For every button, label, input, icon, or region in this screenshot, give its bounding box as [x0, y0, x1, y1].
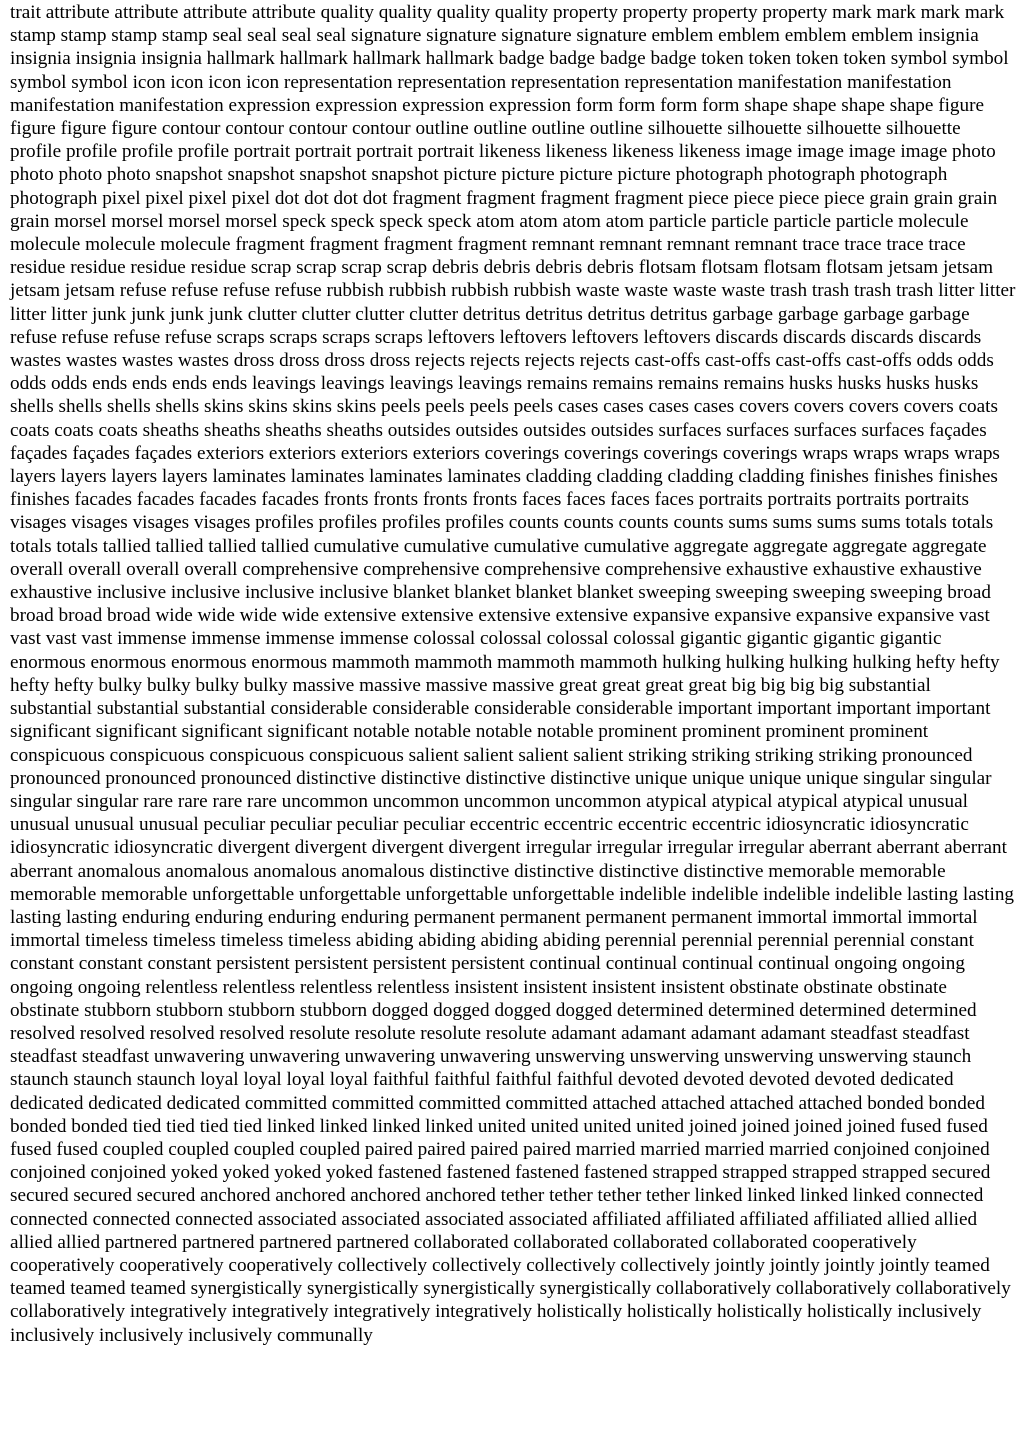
body-text: trait attribute attribute attribute attribute quality quality quality quality property property property property mark mark mark mark stamp stamp stamp stamp seal seal seal seal signature signature signature signature emblem emblem emblem emblem insignia insignia insignia insignia hallmark hallmark hallmark hallmark badge badge badge badge token token token token symbol symbol symbol symbol icon icon icon icon representation representation representation representation manifestation manifestation manifestation manifestation expression expression expression expression form form form form shape shape shape shape figure figure figure figure contour contour contour contour outline outline outline outline silhouette silhouette silhouette silhouette profile profile profile profile portrait portrait portrait portrait likeness likeness likeness likeness image image image image photo photo photo photo snapshot snapshot snapshot snapshot picture picture picture picture photograph photograph photograph photograph pixel pixel pixel pixel dot dot dot dot fragment fragment fragment fragment piece piece piece piece grain grain grain grain morsel morsel morsel morsel speck speck speck speck atom atom atom atom particle particle particle particle molecule molecule molecule molecule fragment fragment fragment fragment remnant remnant remnant remnant trace trace trace trace residue residue residue residue scrap scrap scrap scrap debris debris debris debris flotsam flotsam flotsam flotsam jetsam jetsam jetsam jetsam refuse refuse refuse refuse rubbish rubbish rubbish rubbish waste waste waste waste trash trash trash trash litter litter litter litter junk junk junk junk clutter clutter clutter clutter detritus detritus detritus detritus garbage garbage garbage garbage refuse refuse refuse refuse scraps scraps scraps scraps leftovers leftovers leftovers leftovers discards discards discards discards wastes wastes wastes wastes dross dross dross dross rejects rejects rejects rejects cast-offs cast-offs cast-offs cast-offs odds odds odds odds ends ends ends ends leavings leavings leavings leavings remains remains remains remains husks husks husks husks shells shells shells shells skins skins skins skins peels peels peels peels cases cases cases cases covers covers covers covers coats coats coats coats sheaths sheaths sheaths sheaths outsides outsides outsides outsides surfaces surfaces surfaces surfaces façades façades façades façades exteriors exteriors exteriors exteriors coverings coverings coverings coverings wraps wraps wraps wraps layers layers layers layers laminates laminates laminates laminates cladding cladding cladding cladding finishes finishes finishes finishes facades facades facades facades fronts fronts fronts fronts faces faces faces faces portraits portraits portraits portraits visages visages visages visages profiles profiles profiles profiles counts counts counts counts sums sums sums sums totals totals totals totals tallied tallied tallied tallied cumulative cumulative cumulative cumulative aggregate aggregate aggregate aggregate overall overall overall overall comprehensive comprehensive comprehensive comprehensive exhaustive exhaustive exhaustive exhaustive inclusive inclusive inclusive inclusive blanket blanket blanket blanket sweeping sweeping sweeping sweeping broad broad broad broad wide wide wide wide extensive extensive extensive extensive expansive expansive expansive expansive vast vast vast vast immense immense immense immense colossal colossal colossal colossal gigantic gigantic gigantic gigantic enormous enormous enormous enormous mammoth mammoth mammoth mammoth hulking hulking hulking hulking hefty hefty hefty hefty bulky bulky bulky bulky massive massive massive massive great great great great big big big big substantial substantial substantial substantial considerable considerable considerable considerable important important important important significant significant significant significant notable notable notable notable prominent prominent prominent prominent conspicuous conspicuous conspicuous conspicuous salient salient salient salient striking striking striking striking pronounced pronounced pronounced pronounced distinctive distinctive distinctive distinctive unique unique unique unique singular singular singular singular rare rare rare rare uncommon uncommon uncommon uncommon atypical atypical atypical atypical unusual unusual unusual unusual peculiar peculiar peculiar peculiar eccentric eccentric eccentric eccentric idiosyncratic idiosyncratic idiosyncratic idiosyncratic divergent divergent divergent divergent irregular irregular irregular irregular aberrant aberrant aberrant aberrant anomalous anomalous anomalous anomalous distinctive distinctive distinctive distinctive memorable memorable memorable memorable unforgettable unforgettable unforgettable unforgettable indelible indelible indelible indelible lasting lasting lasting lasting enduring enduring enduring enduring permanent permanent permanent permanent immortal immortal immortal immortal timeless timeless timeless timeless abiding abiding abiding abiding perennial perennial perennial perennial constant constant constant constant persistent persistent persistent persistent continual continual continual continual ongoing ongoing ongoing ongoing relentless relentless relentless relentless insistent insistent insistent insistent obstinate obstinate obstinate obstinate stubborn stubborn stubborn stubborn dogged dogged dogged dogged determined determined determined determined resolved resolved resolved resolved resolute resolute resolute resolute adamant adamant adamant adamant steadfast steadfast steadfast steadfast unwavering unwavering unwavering unwavering unswerving unswerving unswerving unswerving staunch staunch staunch staunch loyal loyal loyal loyal faithful faithful faithful faithful devoted devoted devoted devoted dedicated dedicated dedicated dedicated committed committed committed committed attached attached attached attached bonded bonded bonded bonded tied tied tied tied linked linked linked linked united united united united joined joined joined joined fused fused fused fused coupled coupled coupled coupled paired paired paired paired married married married married conjoined conjoined conjoined conjoined yoked yoked yoked yoked fastened fastened fastened fastened strapped strapped strapped strapped secured secured secured secured anchored anchored anchored anchored tether tether tether tether linked linked linked linked connected connected connected connected associated associated associated associated affiliated affiliated affiliated affiliated allied allied allied allied partnered partnered partnered partnered collaborated collaborated collaborated collaborated cooperatively cooperatively cooperatively cooperatively collectively collectively collectively collectively jointly jointly jointly jointly teamed teamed teamed teamed synergistically synergistically synergistically synergistically collaboratively collaboratively collaboratively collaboratively integratively integratively integratively integratively holistically holistically holistically holistically inclusively inclusively inclusively inclusively communally	[10, 2, 1016, 1346]
